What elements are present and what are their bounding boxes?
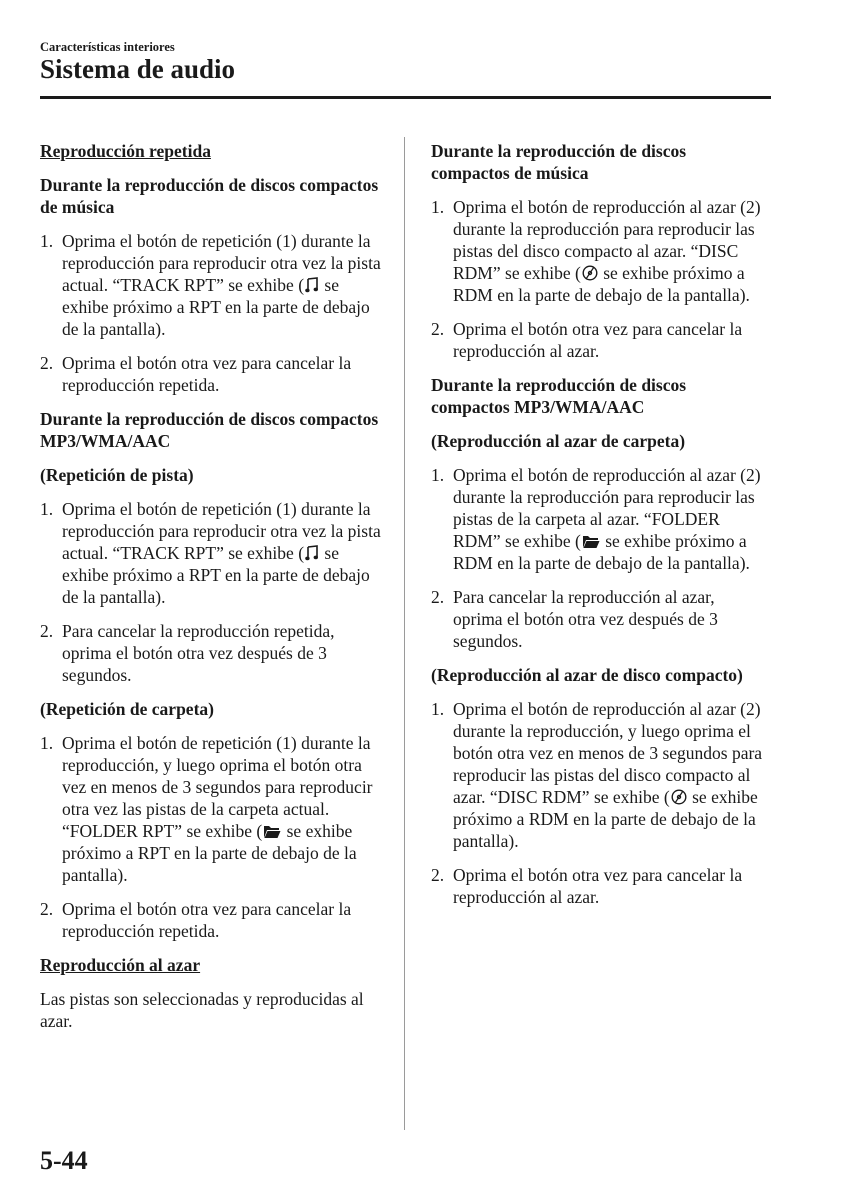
cd-music-heading: Durante la reproducción de discos compactos de música [431,141,687,183]
section-header: Características interiores [40,40,175,54]
step-number: 2. [431,587,445,607]
folder-icon [582,534,600,549]
mp3-wma-aac-heading: Durante la reproducción de discos compactos MP3/WMA/AAC [40,409,379,451]
list-item [431,318,767,362]
step-text: Oprima el botón otra vez para cancelar la reproducción repetida. [62,353,352,395]
list-item [431,864,767,908]
list-item [40,732,382,886]
step-number: 2. [431,319,445,339]
list-item [40,620,382,686]
column-divider [404,137,405,1130]
step-text: Oprima el botón de repetición (1) durante la reproducción para reproducir otra vez la pista actual. “TRACK RPT” se exhibe ( se exhibe próximo a RPT en la parte de debajo de la pantalla). [62,499,381,607]
list-item [40,498,382,608]
disc-icon [582,265,598,281]
step-number: 2. [40,621,54,641]
step-text: Oprima el botón de reproducción al azar (2) durante la reproducción, y luego oprima el botón otra vez en menos de 3 segundos para reproducir las pistas del disco compacto al azar. “DISC RDM” se exhibe ( se exhibe próximo a RDM en la parte de debajo de la pantalla). [453,699,763,851]
disc-random-label: (Reproducción al azar de disco compacto) [431,665,743,685]
track-repeat-label: (Repetición de pista) [40,465,194,485]
step-text: Oprima el botón otra vez para cancelar la reproducción al azar. [453,865,743,907]
random-playback-description: Las pistas son seleccionadas y reproducidas al azar. [40,989,364,1031]
disc-icon [671,789,687,805]
step-text: Oprima el botón de reproducción al azar (2) durante la reproducción para reproducir las pistas del disco compacto al azar. “DISC RDM” se exhibe ( se exhibe próximo a RDM en la parte de debajo de la pantalla). [453,197,761,305]
step-text: Oprima el botón otra vez para cancelar la reproducción repetida. [62,899,352,941]
mp3-wma-aac-heading: Durante la reproducción de discos compactos MP3/WMA/AAC [431,375,687,417]
step-text: Para cancelar la reproducción repetida, oprima el botón otra vez después de 3 segundos. [62,621,335,685]
list-item [40,352,382,396]
step-number: 1. [40,231,54,251]
right-column [431,140,767,920]
folder-random-label: (Reproducción al azar de carpeta) [431,431,686,451]
folder-icon [263,824,281,839]
left-column [40,140,382,1044]
step-text: Oprima el botón de repetición (1) durante la reproducción, y luego oprima el botón otra vez en menos de 3 segundos para reproducir otra vez las pistas de la carpeta actual. “FOLDER RPT” se exhibe ( se exhibe próximo a RPT en la parte de debajo de la pantalla). [62,733,373,885]
step-number: 2. [40,899,54,919]
step-number: 2. [40,353,54,373]
step-number: 1. [431,465,445,485]
header-divider [40,96,771,99]
step-number: 1. [431,197,445,217]
step-number: 2. [431,865,445,885]
page-title: Sistema de audio [40,54,236,84]
step-text: Oprima el botón de repetición (1) durante la reproducción para reproducir otra vez la pista actual. “TRACK RPT” se exhibe ( se exhibe próximo a RPT en la parte de debajo de la pantalla). [62,231,381,339]
list-item [40,230,382,340]
list-item [431,196,767,306]
music-note-icon [305,277,319,293]
step-text: Para cancelar la reproducción al azar, oprima el botón otra vez después de 3 segundos. [453,587,718,651]
page-number: 5-44 [40,1146,88,1175]
random-playback-title: Reproducción al azar [40,955,201,975]
step-text: Oprima el botón otra vez para cancelar la reproducción al azar. [453,319,743,361]
step-number: 1. [431,699,445,719]
list-item [431,698,767,852]
cd-music-heading: Durante la reproducción de discos compactos de música [40,175,379,217]
music-note-icon [305,545,319,561]
list-item [431,464,767,574]
step-number: 1. [40,733,54,753]
step-number: 1. [40,499,54,519]
list-item [431,586,767,652]
folder-repeat-label: (Repetición de carpeta) [40,699,214,719]
repeat-playback-title: Reproducción repetida [40,141,211,161]
step-text: Oprima el botón de reproducción al azar (2) durante la reproducción para reproducir las pistas de la carpeta al azar. “FOLDER RDM” se exhibe ( se exhibe próximo a RDM en la parte de debajo de la pantalla). [453,465,761,573]
list-item [40,898,382,942]
